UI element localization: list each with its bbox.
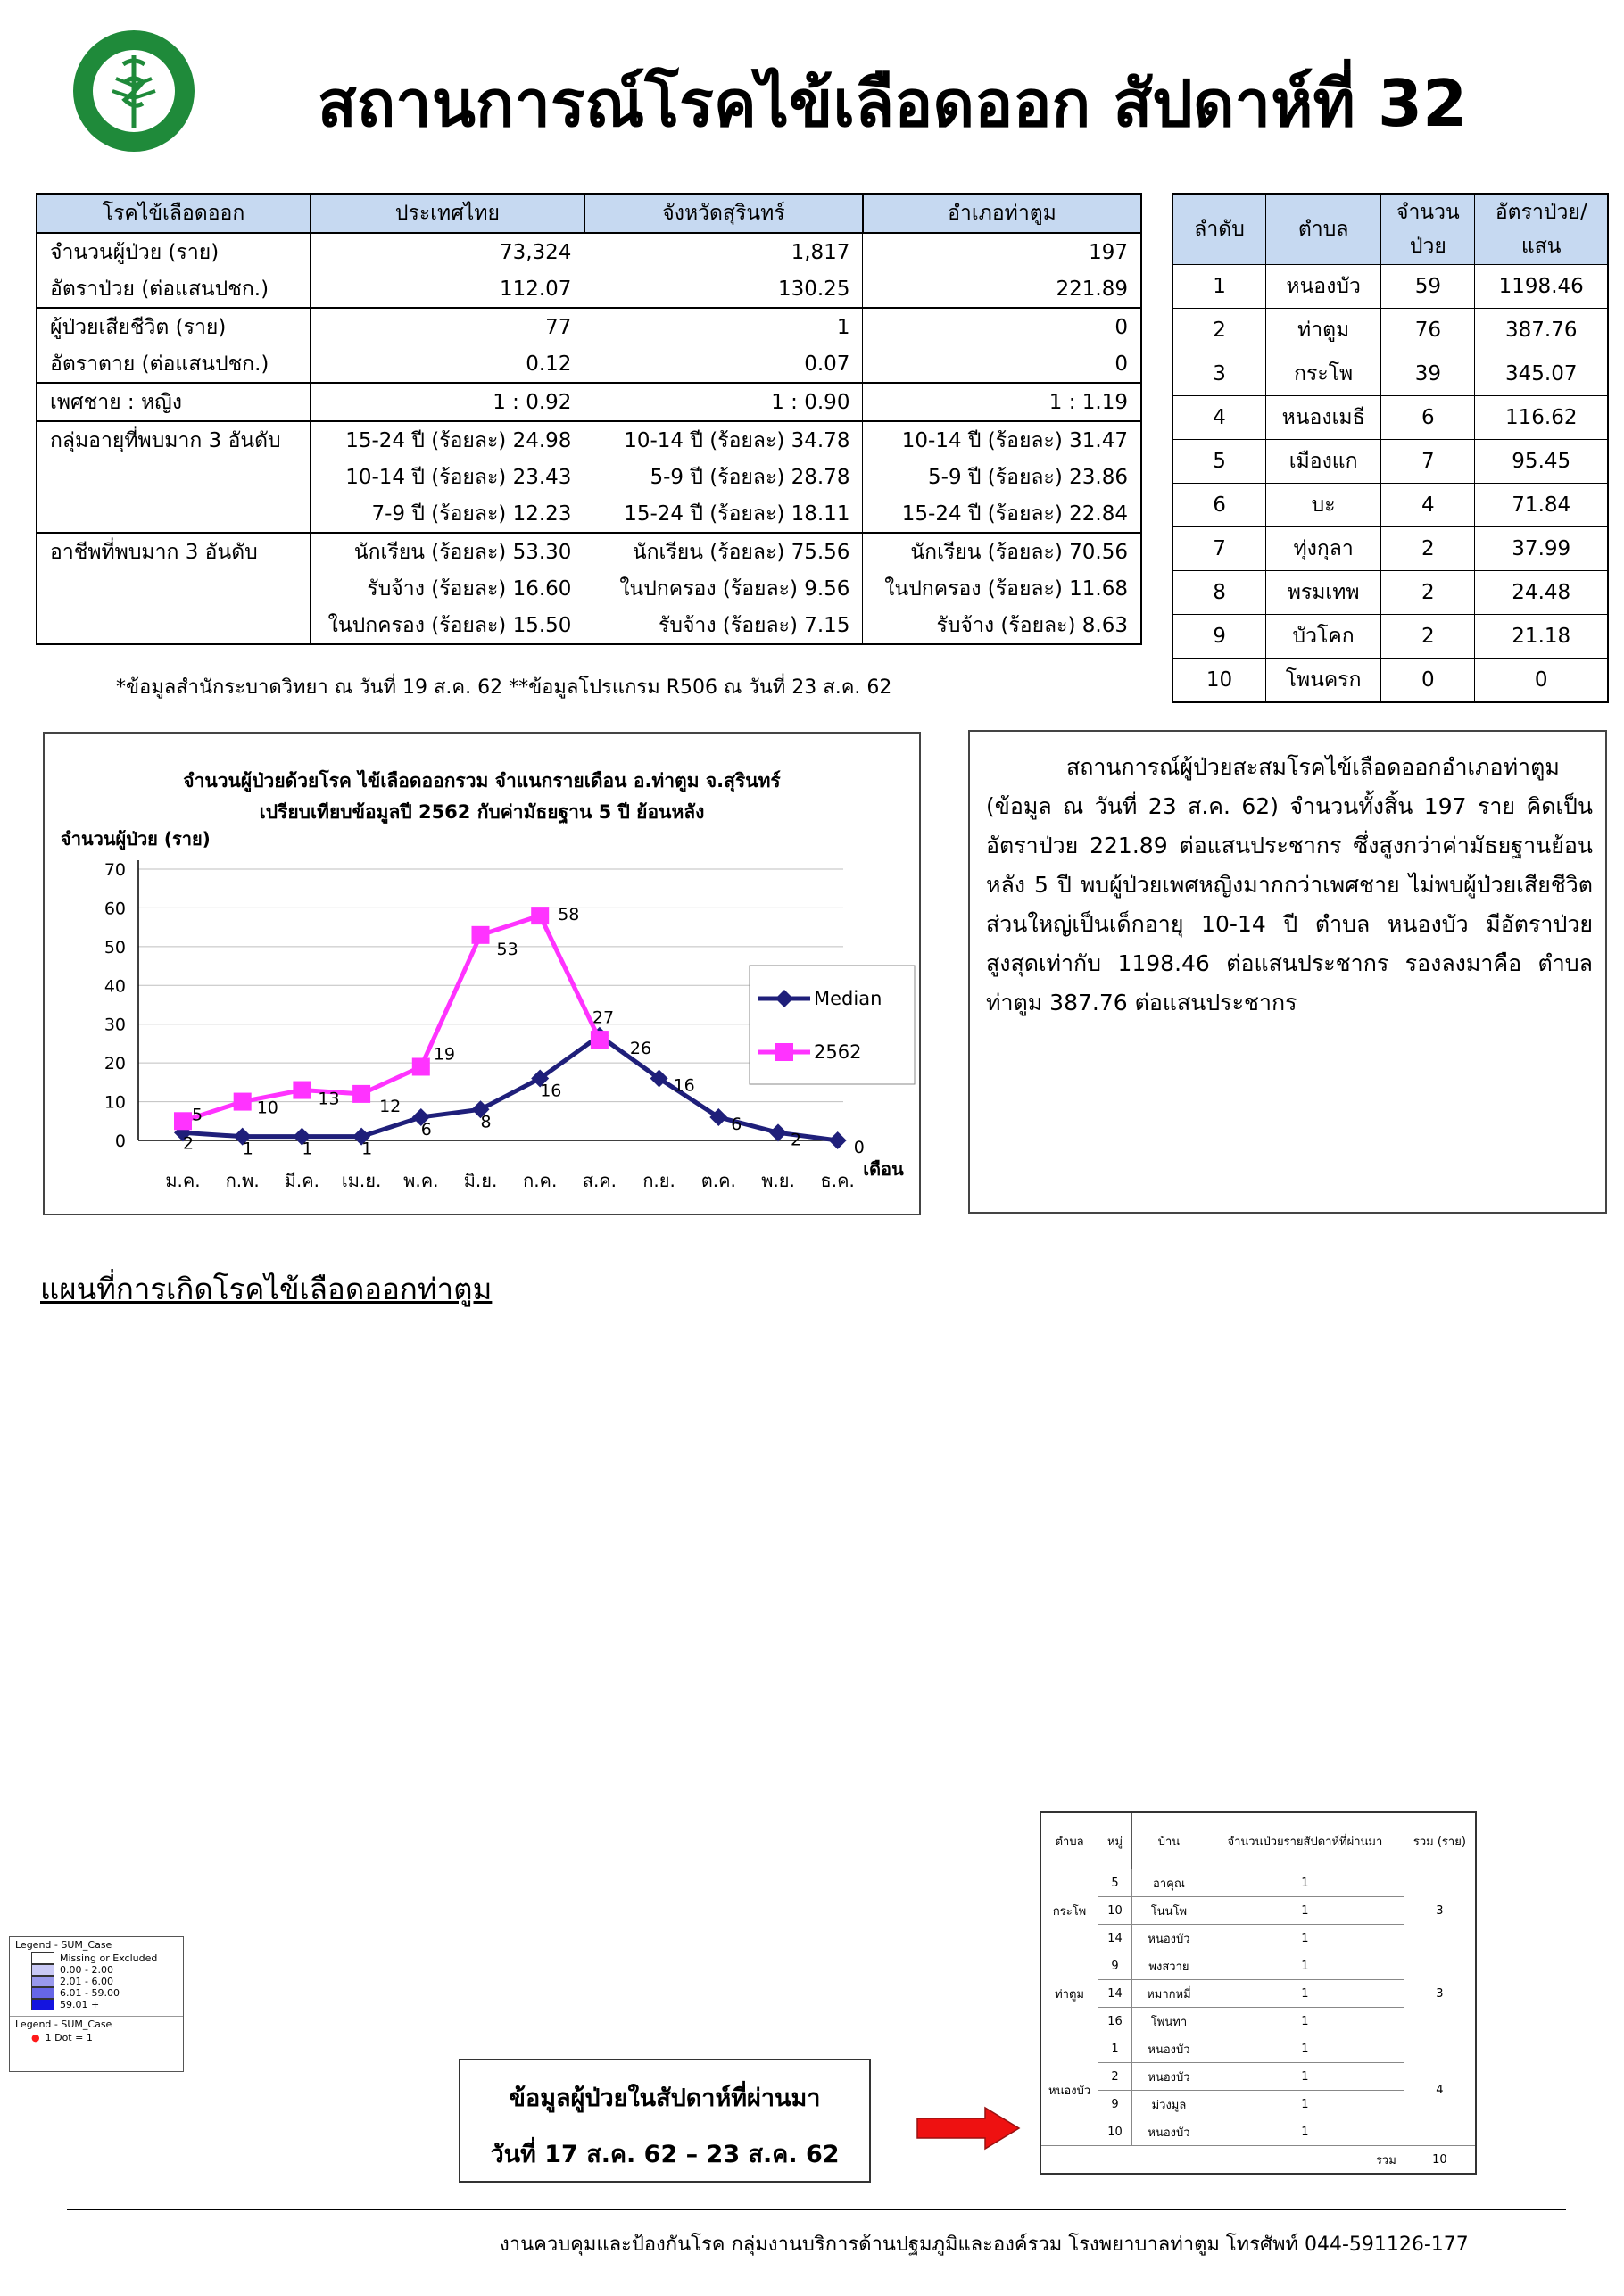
data-point	[531, 907, 549, 924]
y-tick-label: 10	[104, 1092, 126, 1113]
cell: 2	[1381, 527, 1475, 571]
table-row	[1172, 309, 1608, 352]
cell: 7	[1381, 440, 1475, 484]
data-point	[591, 1031, 609, 1049]
data-label: 2	[791, 1130, 802, 1150]
column-header: บ้าน	[1132, 1812, 1206, 1869]
cell-value: รับจ้าง (ร้อยละ) 7.15	[584, 607, 863, 644]
cell: 1198.46	[1475, 265, 1608, 309]
data-label: 13	[318, 1089, 340, 1109]
table-row	[1172, 571, 1608, 615]
cell: โพนทา	[1132, 2008, 1206, 2035]
comparison-table	[36, 193, 1142, 645]
cell: 0	[1381, 659, 1475, 703]
cell: 4	[1172, 396, 1266, 440]
cell: 4	[1381, 484, 1475, 527]
data-label: 10	[256, 1098, 278, 1118]
cell: บะ	[1266, 484, 1381, 527]
legend-label: Median	[814, 988, 882, 1009]
chart-subtitle: เปรียบเทียบข้อมูลปี 2562 กับค่ามัธยฐาน 5 ปี ย้อนหลัง	[259, 801, 705, 823]
cell: 1	[1206, 2063, 1404, 2091]
legend-item	[10, 1964, 183, 1976]
cell: 1	[1206, 2035, 1404, 2063]
cell: 9	[1098, 2091, 1132, 2118]
data-label: 27	[592, 1007, 615, 1028]
cell: 387.76	[1475, 309, 1608, 352]
cell: 2	[1381, 615, 1475, 659]
map-legend	[9, 1936, 184, 2072]
cell: พรมเทพ	[1266, 571, 1381, 615]
cell: ทุ่งกุลา	[1266, 527, 1381, 571]
legend-item	[10, 1952, 183, 1964]
cell-value: 10-14 ปี (ร้อยละ) 23.43	[311, 459, 584, 495]
cell-value: 0.07	[584, 345, 863, 383]
legend-swatch	[31, 1999, 54, 2010]
cell: 1	[1098, 2035, 1132, 2063]
x-tick-label: มี.ค.	[284, 1170, 320, 1191]
data-point	[769, 1123, 787, 1141]
row-label: อัตราป่วย (ต่อแสนปชก.)	[50, 277, 269, 301]
y-tick-label: 30	[104, 1015, 126, 1035]
column-header: ตำบล	[1040, 1812, 1098, 1869]
cell: หมากหมี่	[1132, 1980, 1206, 2008]
chart-title: จำนวนผู้ป่วยด้วยโรค ไข้เลือดออกรวม จำแนกรายเดือน อ.ท่าตูม จ.สุรินทร์	[183, 770, 781, 792]
summary-text: สถานการณ์ผู้ป่วยสะสมโรคไข้เลือดออกอำเภอท่าตูม (ข้อมูล ณ วันที่ 23 ส.ค. 62) จำนวนทั้งสิ้น 197 ราย คิดเป็นอัตราป่วย 221.89 ต่อแสนประชากร ซึ่งสูงกว่าค่ามัธยฐานย้อนหลัง 5 ปี พบผู้ป่วยเพศหญิงมากกว่าเพศชาย ไม่พบผู้ป่วยเสียชีวิต ส่วนใหญ่เป็นเด็กอายุ 10-14 ปี ตำบล หนองบัว มีอัตราป่วยสูงสุดเท่ากับ 1198.46 ต่อแสนประชากร รองลงมาคือ ตำบลท่าตูม 387.76 ต่อแสนประชากร	[986, 754, 1593, 1015]
x-tick-label: พ.ค.	[403, 1170, 439, 1191]
dot-icon: ●	[31, 2032, 40, 2043]
cell: 10	[1098, 2118, 1132, 2146]
row-label	[37, 570, 311, 607]
cell: หนองบัว	[1132, 1925, 1206, 1952]
cell: 14	[1098, 1925, 1132, 1952]
y-tick-label: 70	[104, 860, 126, 880]
cell: 116.62	[1475, 396, 1608, 440]
x-tick-label: ก.พ.	[225, 1170, 260, 1191]
tambon-cell: ท่าตูม	[1040, 1952, 1098, 2035]
cell-value: นักเรียน (ร้อยละ) 75.56	[584, 533, 863, 570]
y-tick-label: 60	[104, 899, 126, 919]
data-point	[174, 1112, 192, 1130]
cell: 9	[1098, 1952, 1132, 1980]
weekly-cases-table	[1040, 1811, 1477, 2175]
monthly-cases-chart	[43, 732, 921, 1215]
table-row	[1172, 484, 1608, 527]
cell-value: 7-9 ปี (ร้อยละ) 12.23	[311, 495, 584, 533]
cell: โนนโพ	[1132, 1897, 1206, 1925]
cell: 71.84	[1475, 484, 1608, 527]
data-label: 16	[673, 1075, 695, 1096]
cell: ท่าตูม	[1266, 309, 1381, 352]
table-row	[1172, 265, 1608, 309]
grand-total: 10	[1404, 2146, 1476, 2175]
cell: กระโพ	[1266, 352, 1381, 396]
data-label: 6	[731, 1114, 742, 1134]
cell: 14	[1098, 1980, 1132, 2008]
data-point	[472, 926, 490, 944]
cell: 1	[1206, 2118, 1404, 2146]
x-tick-label: พ.ย.	[761, 1170, 795, 1191]
data-label: 2	[183, 1133, 195, 1154]
column-header: จังหวัดสุรินทร์	[584, 194, 863, 233]
legend-item	[10, 1987, 183, 1999]
table-row	[1172, 352, 1608, 396]
x-tick-label: ส.ค.	[582, 1170, 617, 1191]
row-label: เพศชาย : หญิง	[37, 383, 311, 421]
data-label: 5	[192, 1105, 203, 1125]
x-tick-label: ธ.ค.	[820, 1170, 855, 1191]
cell: บัวโคก	[1266, 615, 1381, 659]
cell-value: 0	[863, 308, 1141, 345]
x-tick-label: ม.ค.	[165, 1170, 201, 1191]
cell: หนองบัว	[1132, 2063, 1206, 2091]
column-header: จำนวน ป่วย	[1381, 194, 1475, 265]
legend-label: 0.00 - 2.00	[60, 1964, 113, 1976]
legend-label: 6.01 - 59.00	[60, 1987, 120, 1999]
cell-value: 15-24 ปี (ร้อยละ) 18.11	[584, 495, 863, 533]
data-label: 0	[853, 1138, 865, 1157]
table-row	[1172, 659, 1608, 703]
legend-item	[10, 1999, 183, 2010]
cell-value: 130.25	[584, 270, 863, 308]
cell-value: 1 : 0.90	[584, 383, 863, 421]
last-week-box	[459, 2059, 871, 2183]
table-row	[1172, 440, 1608, 484]
last-week-title: ข้อมูลผู้ป่วยในสัปดาห์ที่ผ่านมา	[509, 2085, 821, 2112]
cell: 345.07	[1475, 352, 1608, 396]
x-tick-label: ต.ค.	[700, 1170, 736, 1191]
legend-label: 2.01 - 6.00	[60, 1976, 113, 1987]
data-label: 1	[302, 1139, 313, 1159]
tambon-cell: กระโพ	[1040, 1869, 1098, 1952]
cell: 1	[1206, 2008, 1404, 2035]
column-header: ประเทศไทย	[311, 194, 584, 233]
cell: 1	[1206, 1952, 1404, 1980]
cell-value: รับจ้าง (ร้อยละ) 16.60	[311, 570, 584, 607]
cell: 8	[1172, 571, 1266, 615]
legend-dot-label: 1 Dot = 1	[45, 2032, 93, 2043]
cell-value: 5-9 ปี (ร้อยละ) 28.78	[584, 459, 863, 495]
total-cell: 4	[1404, 2035, 1476, 2146]
cell: 1	[1206, 1925, 1404, 1952]
cell-value: นักเรียน (ร้อยละ) 70.56	[863, 533, 1141, 570]
cell-value: 73,324	[311, 233, 584, 270]
cell: 1	[1206, 1980, 1404, 2008]
cell: 37.99	[1475, 527, 1608, 571]
cell: 95.45	[1475, 440, 1608, 484]
cell-value: 1 : 0.92	[311, 383, 584, 421]
x-axis-label: เดือน	[863, 1158, 904, 1180]
cell: 1	[1172, 265, 1266, 309]
cell-value: 5-9 ปี (ร้อยละ) 23.86	[863, 459, 1141, 495]
cell: 7	[1172, 527, 1266, 571]
cell-value: 77	[311, 308, 584, 345]
legend-label: 59.01 +	[60, 1999, 100, 2010]
chart-svg	[45, 734, 919, 1214]
total-cell: 3	[1404, 1952, 1476, 2035]
x-tick-label: ก.ค.	[523, 1170, 558, 1191]
data-label: 8	[480, 1112, 492, 1132]
cell: 3	[1172, 352, 1266, 396]
legend-label: Missing or Excluded	[60, 1952, 158, 1964]
column-header: หมู่	[1098, 1812, 1132, 1869]
cell-value: 0	[863, 345, 1141, 383]
cell: 2	[1381, 571, 1475, 615]
y-tick-label: 40	[104, 976, 126, 997]
cell: 1	[1206, 1869, 1404, 1897]
data-label: 12	[379, 1096, 402, 1116]
x-tick-label: มิ.ย.	[463, 1170, 498, 1191]
cell: หนองบัว	[1132, 2035, 1206, 2063]
cell: หนองบัว	[1132, 2118, 1206, 2146]
cell: 10	[1172, 659, 1266, 703]
right-arrow-icon	[916, 2106, 1023, 2151]
data-label: 26	[629, 1039, 652, 1059]
cell: 5	[1172, 440, 1266, 484]
map-title: แผนที่การเกิดโรคไข้เลือดออกท่าตูม	[40, 1272, 493, 1306]
column-header: รวม (ราย)	[1404, 1812, 1476, 1869]
cell: 5	[1098, 1869, 1132, 1897]
cell: 76	[1381, 309, 1475, 352]
cell: 16	[1098, 2008, 1132, 2035]
legend-swatch	[31, 1952, 54, 1964]
data-point	[234, 1093, 252, 1111]
column-header: ตำบล	[1266, 194, 1381, 265]
cell: พงสวาย	[1132, 1952, 1206, 1980]
data-source-note: *ข้อมูลสำนักระบาดวิทยา ณ วันที่ 19 ส.ค. 62 **ข้อมูลโปรแกรม R506 ณ วันที่ 23 ส.ค. 62	[116, 676, 892, 699]
ranking-table	[1172, 193, 1609, 703]
legend-swatch	[31, 1987, 54, 1999]
cell: 9	[1172, 615, 1266, 659]
cell: 1	[1206, 2091, 1404, 2118]
cell: 21.18	[1475, 615, 1608, 659]
footer-text: งานควบคุมและป้องกันโรค กลุ่มงานบริการด้านปฐมภูมิและองค์รวม โรงพยาบาลท่าตูม โทรศัพท์ 044-591126-177	[500, 2234, 1469, 2256]
cell: อาคุณ	[1132, 1869, 1206, 1897]
data-label: 19	[433, 1044, 455, 1065]
column-header: จำนวนป่วยรายสัปดาห์ที่ผ่านมา	[1206, 1812, 1404, 1869]
cell-value: 10-14 ปี (ร้อยละ) 34.78	[584, 421, 863, 459]
legend-dot-item	[10, 2032, 183, 2043]
data-point	[352, 1085, 370, 1103]
page-title: สถานการณ์โรคไข้เลือดออก สัปดาห์ที่ 32	[317, 65, 1468, 141]
data-label: 6	[420, 1119, 432, 1140]
y-tick-label: 0	[114, 1131, 126, 1151]
row-label	[37, 607, 311, 644]
cell: หนองเมธี	[1266, 396, 1381, 440]
column-header: ลำดับ	[1172, 194, 1266, 265]
total-cell: 3	[1404, 1869, 1476, 1952]
tambon-cell: หนองบัว	[1040, 2035, 1098, 2146]
cell-value: 112.07	[311, 270, 584, 308]
row-label: ผู้ป่วยเสียชีวิต (ราย)	[37, 308, 311, 345]
cell: 2	[1172, 309, 1266, 352]
data-label: 1	[361, 1139, 373, 1159]
row-label: จำนวนผู้ป่วย (ราย)	[50, 240, 220, 264]
ministry-logo	[71, 29, 196, 153]
data-point	[293, 1082, 311, 1099]
cell: โพนครก	[1266, 659, 1381, 703]
cell: ม่วงมูล	[1132, 2091, 1206, 2118]
x-tick-label: เม.ย.	[341, 1170, 382, 1191]
data-point	[829, 1131, 847, 1149]
cell: 10	[1098, 1897, 1132, 1925]
cell: 1	[1206, 1897, 1404, 1925]
row-label	[37, 459, 311, 495]
summary-box	[968, 730, 1607, 1214]
cell: 2	[1098, 2063, 1132, 2091]
cell-value: ในปกครอง (ร้อยละ) 9.56	[584, 570, 863, 607]
table-row	[1172, 527, 1608, 571]
cell-value: ในปกครอง (ร้อยละ) 11.68	[863, 570, 1141, 607]
column-header: โรคไข้เลือดออก	[37, 194, 311, 233]
last-week-dates: วันที่ 17 ส.ค. 62 – 23 ส.ค. 62	[490, 2141, 840, 2168]
table-row	[1172, 396, 1608, 440]
cell: 6	[1172, 484, 1266, 527]
cell: 24.48	[1475, 571, 1608, 615]
legend-dot-title: Legend - SUM_Case	[10, 2016, 183, 2032]
y-tick-label: 20	[104, 1054, 126, 1074]
table-row	[1172, 615, 1608, 659]
cell: เมืองแก	[1266, 440, 1381, 484]
cell-value: 221.89	[863, 270, 1141, 308]
cell-value: 0.12	[311, 345, 584, 383]
cell: หนองบัว	[1266, 265, 1381, 309]
row-label: อาชีพที่พบมาก 3 อันดับ	[37, 533, 311, 570]
legend-swatch	[31, 1976, 54, 1987]
data-label: 1	[242, 1139, 253, 1159]
cell-value: ในปกครอง (ร้อยละ) 15.50	[311, 607, 584, 644]
data-label: 16	[540, 1081, 562, 1101]
row-label: อัตราตาย (ต่อแสนปชก.)	[50, 352, 269, 376]
cell: 6	[1381, 396, 1475, 440]
cell-value: 10-14 ปี (ร้อยละ) 31.47	[863, 421, 1141, 459]
legend-marker	[775, 1043, 793, 1061]
cell-value: 1 : 1.19	[863, 383, 1141, 421]
legend-title: Legend - SUM_Case	[15, 1939, 112, 1951]
legend-item	[10, 1976, 183, 1987]
data-label: 58	[558, 905, 580, 925]
legend-label: 2562	[814, 1041, 862, 1063]
cell-value: รับจ้าง (ร้อยละ) 8.63	[863, 607, 1141, 644]
cell: 59	[1381, 265, 1475, 309]
cell: 0	[1475, 659, 1608, 703]
total-label: รวม	[1040, 2146, 1404, 2175]
column-header: อัตราป่วย/ แสน	[1475, 194, 1608, 265]
footer-divider	[67, 2209, 1566, 2210]
data-point	[412, 1057, 430, 1075]
row-label: กลุ่มอายุที่พบมาก 3 อันดับ	[37, 421, 311, 459]
y-tick-label: 50	[104, 937, 126, 957]
cell-value: 1,817	[584, 233, 863, 270]
y-axis-label: จำนวนผู้ป่วย (ราย)	[61, 828, 211, 850]
cell-value: 15-24 ปี (ร้อยละ) 22.84	[863, 495, 1141, 533]
legend-swatch	[31, 1964, 54, 1976]
column-header: อำเภอท่าตูม	[863, 194, 1141, 233]
cell-value: 197	[863, 233, 1141, 270]
cell-value: 1	[584, 308, 863, 345]
data-label: 53	[496, 939, 518, 959]
cell-value: 15-24 ปี (ร้อยละ) 24.98	[311, 421, 584, 459]
cell-value: นักเรียน (ร้อยละ) 53.30	[311, 533, 584, 570]
cell: 39	[1381, 352, 1475, 396]
legend-box	[750, 966, 915, 1084]
row-label	[37, 495, 311, 533]
x-tick-label: ก.ย.	[642, 1170, 675, 1191]
